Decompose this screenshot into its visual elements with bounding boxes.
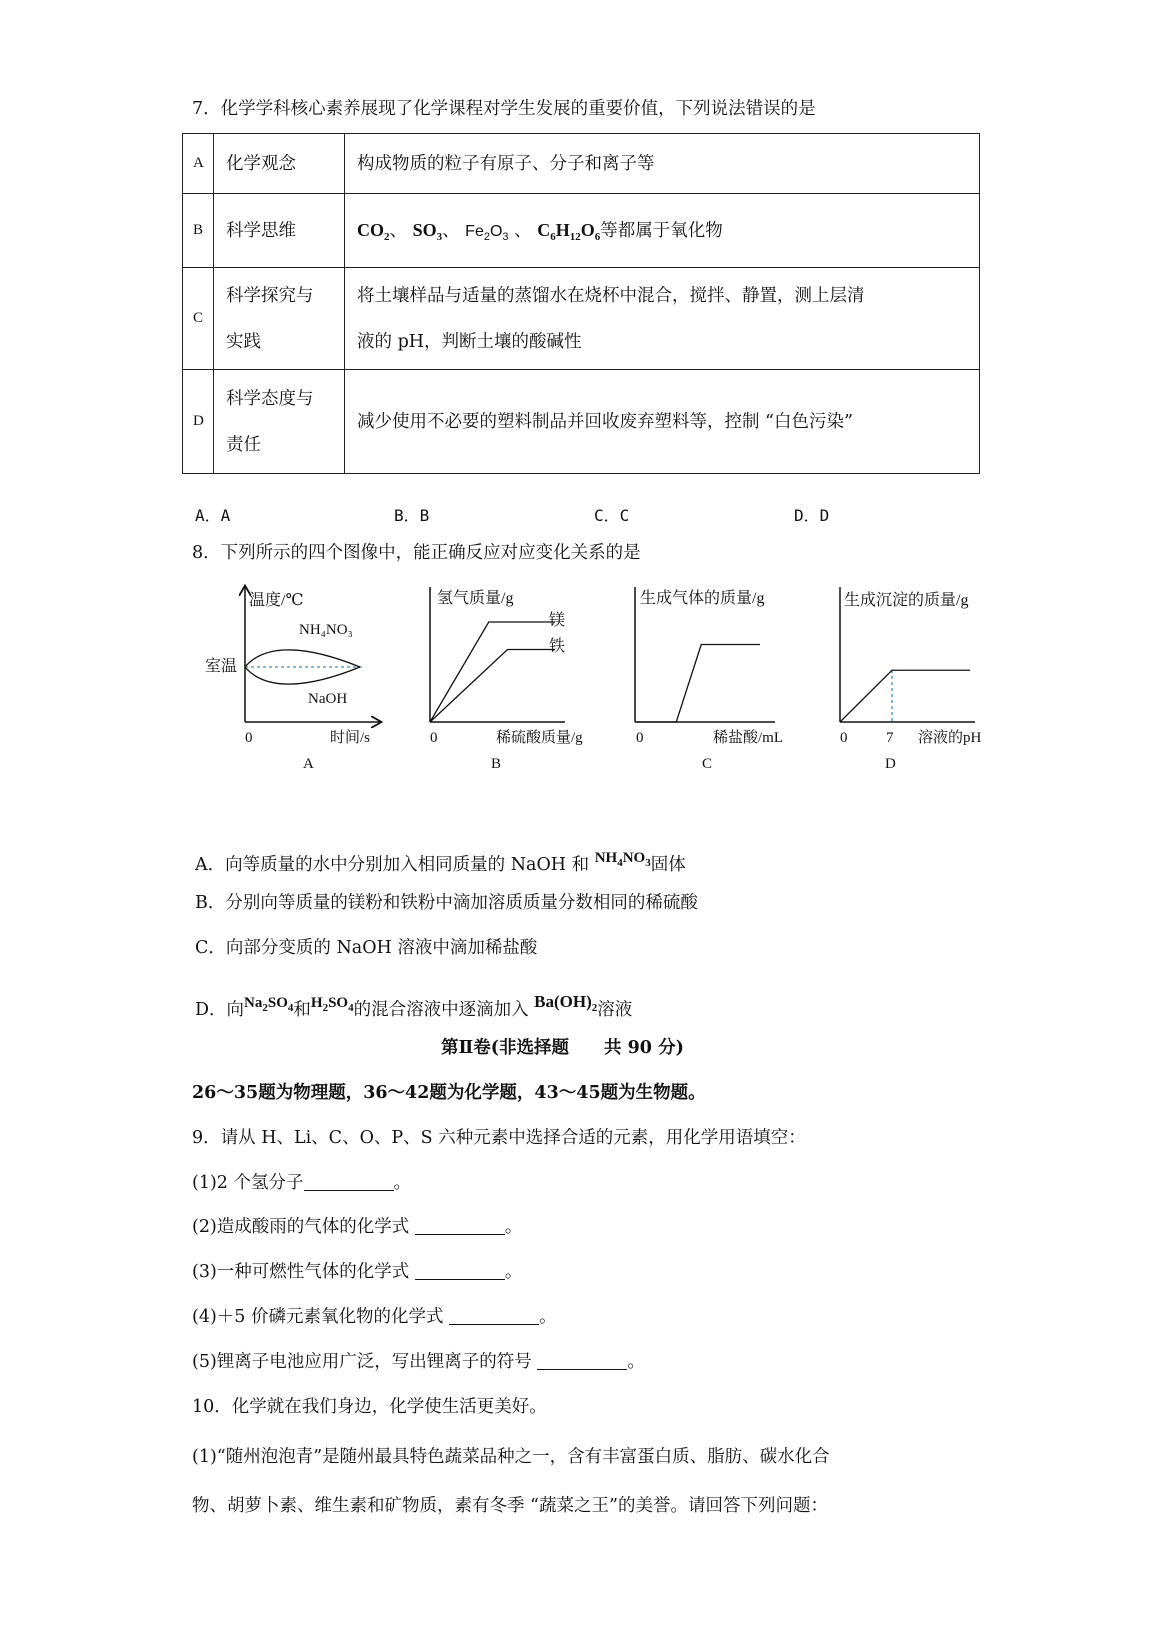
nh4no3-label: NH₄NO₃	[299, 622, 353, 638]
origin-label: 0	[840, 730, 848, 746]
y-label: 温度/℃	[249, 592, 304, 609]
x-label: 稀硫酸质量/g	[496, 730, 583, 746]
q7-row-d	[183, 370, 980, 474]
x-label: 时间/s	[330, 730, 371, 746]
answer-blank[interactable]	[537, 1351, 627, 1370]
q7-option-a: A．A	[195, 506, 231, 525]
panel-label: B	[491, 756, 502, 772]
section-title: 第Ⅱ卷(非选择题 共 90 分)	[441, 1038, 684, 1058]
q8-stem: 8．下列所示的四个图像中，能正确反应对应变化关系的是	[192, 543, 641, 563]
row-description: $CO_2$、 $SO_3$、 $Fe_2O_3$ 、 $C_6H_{12}O_6$等都属于氧化物	[345, 194, 980, 268]
series-precipitate	[840, 670, 970, 722]
q9-item-2: (2)造成酸雨的气体的化学式 。	[192, 1217, 523, 1237]
row-letter: B	[183, 194, 214, 268]
y-label: 生成沉淀的质量/g	[844, 592, 969, 609]
section-note: 26～35题为物理题，36～42题为化学题，43～45题为生物题。	[192, 1083, 706, 1103]
naoh-label: NaOH	[308, 691, 348, 707]
panel-label: D	[885, 756, 896, 772]
q7-row-c	[183, 268, 980, 370]
row-description: 将土壤样品与适量的蒸馏水在烧杯中混合，搅拌、静置，测上层清 液的 pH，判断土壤的酸碱性	[345, 268, 980, 370]
q9-item-3: (3)一种可燃性气体的化学式 。	[192, 1262, 523, 1282]
series-gas	[635, 645, 760, 723]
chart-a	[205, 587, 380, 772]
x-label: 溶液的pH	[918, 730, 982, 746]
q7-option-c: C．C	[594, 506, 630, 525]
q9-item-5: (5)锂离子电池应用广泛，写出锂离子的符号 。	[192, 1352, 645, 1372]
q9-stem: 9．请从 H、Li、C、O、P、S 六种元素中选择合适的元素，用化学用语填空：	[192, 1128, 806, 1148]
origin-label: 0	[245, 730, 253, 746]
row-category: 化学观念	[214, 134, 345, 194]
answer-blank[interactable]	[415, 1261, 505, 1280]
row-letter: A	[183, 134, 214, 194]
answer-blank[interactable]	[304, 1172, 394, 1191]
y-label: 氢气质量/g	[437, 590, 514, 607]
q7-option-d: D．D	[794, 506, 830, 525]
series-nh4no3	[245, 650, 360, 667]
q8-option-a: A．向等质量的水中分别加入相同质量的 NaOH 和 $NH_4NO_3$固体	[195, 850, 686, 875]
row-category: 科学探究与 实践	[214, 268, 345, 370]
row-letter: C	[183, 268, 214, 370]
row-category: 科学态度与 责任	[214, 370, 345, 474]
q7-table	[182, 133, 980, 474]
x-label: 稀盐酸/mL	[713, 730, 783, 746]
q10-stem: 10．化学就在我们身边，化学使生活更美好。	[192, 1397, 547, 1417]
q8-option-c: C．向部分变质的 NaOH 溶液中滴加稀盐酸	[195, 938, 538, 958]
q9-item-1: (1)2 个氢分子 。	[192, 1173, 411, 1193]
q10-line-1: (1)“随州泡泡青”是随州最具特色蔬菜品种之一，含有丰富蛋白质、脂肪、碳水化合	[192, 1447, 830, 1467]
origin-label: 0	[430, 730, 438, 746]
row-description: 减少使用不必要的塑料制品并回收废弃塑料等，控制 “白色污染”	[345, 370, 980, 474]
q8-option-b: B．分别向等质量的镁粉和铁粉中滴加溶质质量分数相同的稀硫酸	[195, 893, 698, 913]
chart-c	[635, 587, 783, 772]
q7-row-b	[183, 194, 980, 268]
fe-label: 铁	[549, 638, 566, 655]
origin-label: 0	[636, 730, 644, 746]
q7-stem: 7．化学学科核心素养展现了化学课程对学生发展的重要价值，下列说法错误的是	[192, 99, 816, 119]
q8-option-d: D．向$Na_2SO_4$和$H_2SO_4$的混合溶液中逐滴加入 $Ba(OH)_2$溶液	[195, 992, 633, 1020]
room-temp-label: 室温	[205, 658, 238, 675]
row-letter: D	[183, 370, 214, 474]
q9-item-4: (4)＋5 价磷元素氧化物的化学式 。	[192, 1307, 557, 1327]
series-fe	[430, 650, 555, 723]
row-category: 科学思维	[214, 194, 345, 268]
q8-graphs	[0, 575, 1158, 785]
chart-d	[840, 587, 982, 772]
chart-b	[430, 587, 583, 772]
q7-row-a	[183, 134, 980, 194]
series-naoh	[245, 667, 360, 684]
q7-option-b: B．B	[394, 506, 430, 525]
panel-label: C	[702, 756, 713, 772]
series-mg	[430, 622, 555, 722]
y-label: 生成气体的质量/g	[640, 590, 765, 607]
row-description: 构成物质的粒子有原子、分子和离子等	[345, 134, 980, 194]
tick-7: 7	[886, 730, 894, 746]
panel-label: A	[303, 756, 314, 772]
mg-label: 镁	[549, 612, 566, 629]
answer-blank[interactable]	[449, 1306, 539, 1325]
answer-blank[interactable]	[415, 1216, 505, 1235]
q10-line-2: 物、胡萝卜素、维生素和矿物质，素有冬季 “蔬菜之王”的美誉。请回答下列问题：	[192, 1496, 828, 1516]
